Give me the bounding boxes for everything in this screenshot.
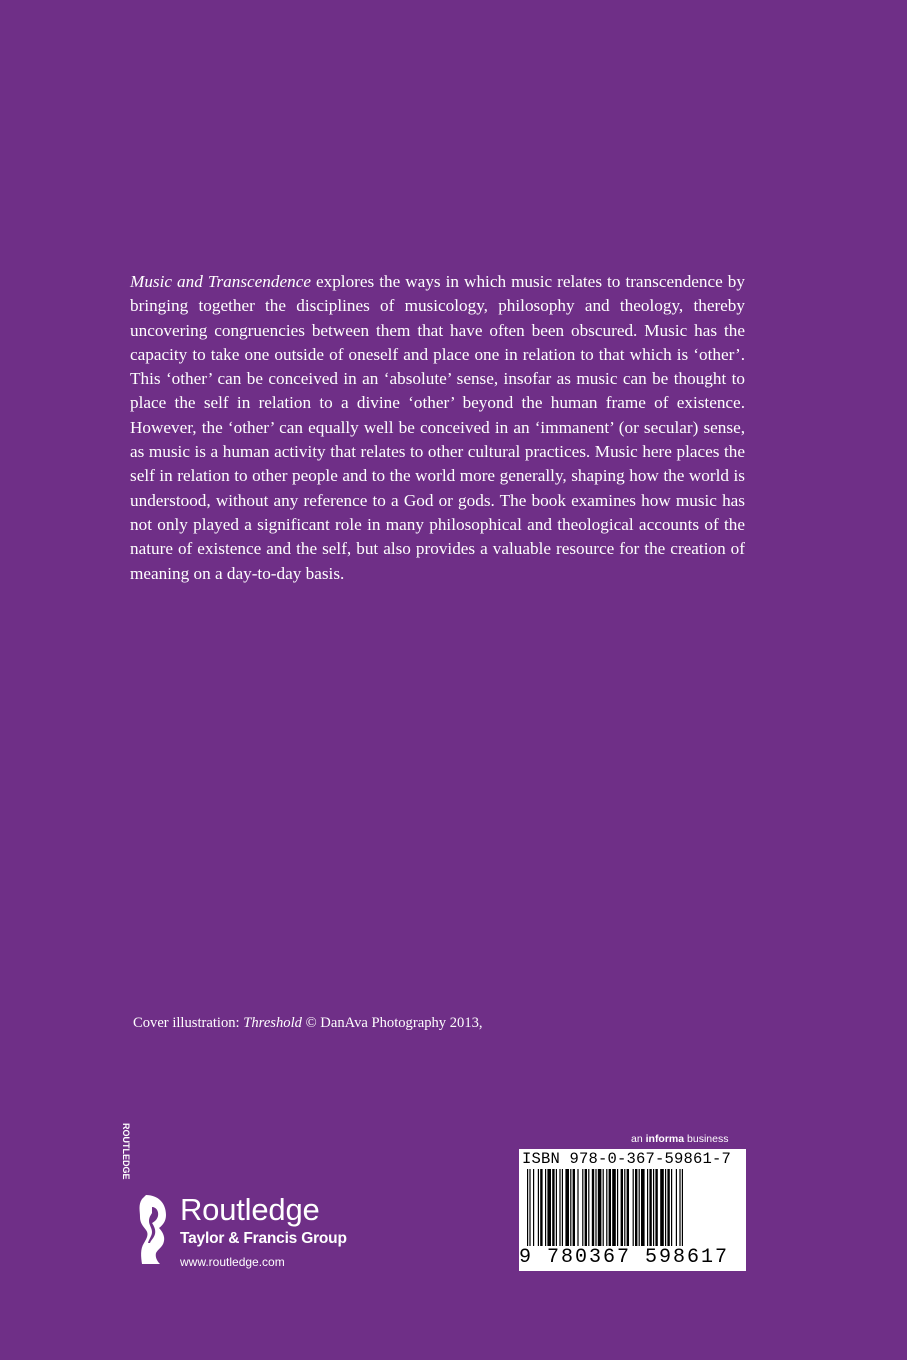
blurb-text: explores the ways in which music relates to transcendence by bringing together the disciplines of musicology, philosophy and theology, thereby uncovering congruencies between them that have often been obscured. Music has the capacity to take one outside of oneself and place one in relation to that which is ‘other’. This ‘other’ can be conceived in an ‘absolute’ sense, insofar as music can be thought to place the self in relation to a divine ‘other’ beyond the human frame of existence. However, the ‘other’ can equally well be conceived in an ‘immanent’ (or secular) sense, as music is a human activity that relates to other cultural practices. Music here places the self in relation to other people and to the world more generally, shaping how the world is understood, without any reference to a God or gods. The book examines how music has not only played a significant role in many philosophical and theological accounts of the nature of existence and the self, but also provides a valuable resource for the creation of meaning on a day-to-day basis. (130, 272, 745, 583)
publisher-group: Taylor & Francis Group (180, 1230, 347, 1247)
credit-suffix: © DanAva Photography 2013, (301, 1015, 483, 1031)
routledge-logo-icon (121, 1123, 172, 1265)
barcode-digits: 9 780367 598617 (519, 1246, 730, 1269)
credit-prefix: Cover illustration: (133, 1015, 244, 1031)
informa-business-tag (631, 1133, 728, 1145)
informa-suffix: business (684, 1133, 729, 1145)
publisher-name: Routledge (180, 1192, 320, 1227)
publisher-logo (121, 1123, 382, 1278)
isbn-label: ISBN 978-0-367-59861-7 (522, 1150, 732, 1168)
informa-prefix: an (631, 1133, 646, 1145)
back-cover-blurb (130, 270, 745, 586)
publisher-text (180, 1193, 347, 1270)
informa-brand: informa (645, 1133, 685, 1145)
cover-illustration-credit (133, 1015, 483, 1032)
book-title-italic: Music and Transcendence (130, 272, 311, 291)
logo-vertical-text: ROUTLEDGE (121, 1123, 131, 1180)
isbn-barcode (519, 1149, 746, 1271)
publisher-url[interactable]: www.routledge.com (180, 1255, 285, 1269)
credit-work-title: Threshold (243, 1015, 302, 1031)
